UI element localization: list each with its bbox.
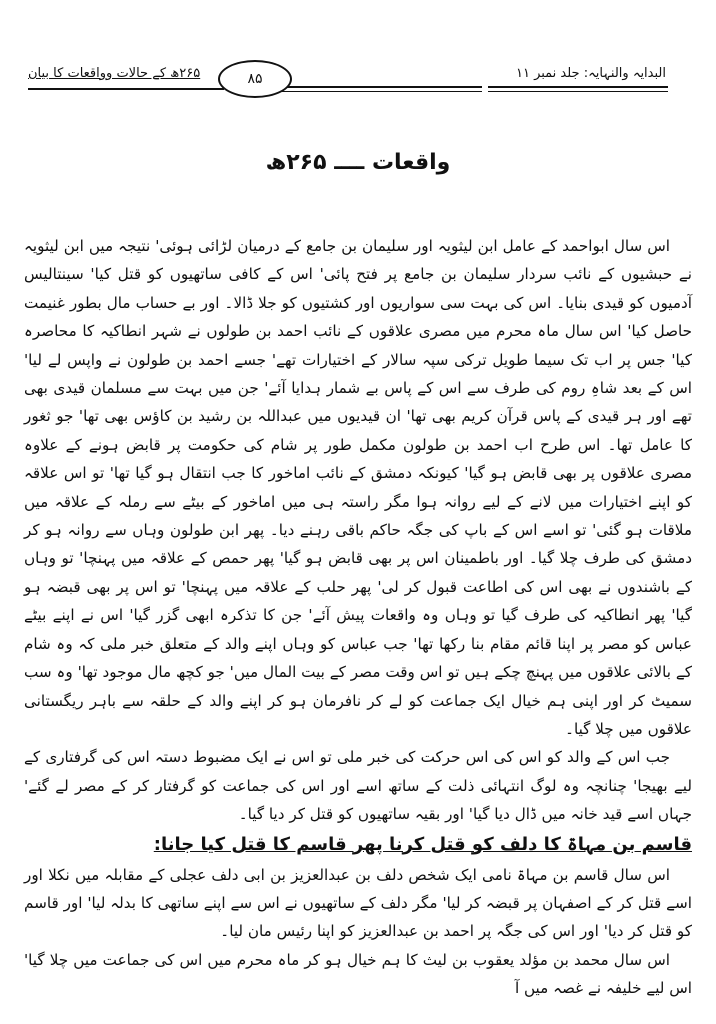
paragraph: اس سال محمد بن مؤلد یعقوب بن لیث کا ہم خیال ہو کر ماہ محرم میں اس کی جماعت میں چلا گیا' اس لیے خلیفہ نے غصہ میں آ bbox=[24, 950, 692, 998]
header-rule-left bbox=[28, 88, 224, 93]
chapter-title: ۲۶۵ھ کے حالات وواقعات کا بیان bbox=[28, 66, 201, 81]
header-rule-right bbox=[488, 86, 668, 92]
running-header bbox=[0, 58, 716, 98]
header-rule-center bbox=[272, 86, 482, 92]
book-title: البدایہ والنہایہ: جلد نمبر ۱۱ bbox=[515, 66, 666, 81]
page-number: ۸۵ bbox=[218, 60, 292, 98]
body-text bbox=[24, 232, 692, 1003]
paragraph: اس سال ابواحمد کے عامل ابن لیثویہ اور سلیمان بن جامع کے درمیان لڑائی ہوئی' نتیجہ میں ابن لیثویہ نے حبشیوں کے نائب سردار سلیمان بن جامع پر فتح پائی' اس کے کافی ساتھیوں کو قتل کیا' سینتالیس آدمیوں کو قیدی بنایا۔ اس کی بہت سی سواریوں اور کشتیوں کو جلا ڈالا۔ اور بے حساب مال بطور غنیمت حاصل کیا' اس سال ماہ محرم میں مصری علاقوں کے نائب احمد بن طولوں نے شہر انطاکیہ کا محاصرہ کیا' جس پر اب تک سیما طویل ترکی سپہ سالار کے اختیارات تھے' جسے احمد بن طولون نے واپس لے لیا' اس کے بعد شاہِ روم کی طرف سے اس کے پاس بے شمار ہدایا آئے' جن میں بہت سے مسلمان قیدی بھی تھے اور ہر قیدی کے پاس قرآن کریم بھی تھا' ان قیدیوں میں عبداللہ بن رشید بن کاؤس بھی تھا' جو ثغور کا عامل تھا۔ اس طرح اب احمد بن طولون مکمل طور پر شام کی حکومت پر قابض ہونے کے علاوہ مصری علاقوں پر بھی قابض ہو گیا' کیونکہ دمشق کے نائب اماخور کا جب انتقال ہو گیا تھا' تو اس علاقہ کو اپنے اختیارات میں لانے کے لیے روانہ ہوا مگر راستہ ہی میں اماخور کے بیٹے سے رملہ کے علاقہ میں ملاقات ہو گئی' تو اسے اس کے باپ کی جگہ حاکم باقی رہنے دیا۔ پھر ابن طولون وہاں سے روانہ ہو کر دمشق کی طرف چلا گیا۔ اور باطمینان اس پر بھی قابض ہو گیا' پھر حمص کے علاقہ میں پہنچا' تو وہاں کے باشندوں نے بھی اس کی اطاعت قبول کر لی' پھر حلب کے علاقہ میں پہنچا' تو اس پر بھی قبضہ ہو گیا' پھر انطاکیہ کی طرف گیا تو وہاں وہ واقعات پیش آئے' جن کا تذکرہ ابھی گزر گیا' اس نے اپنے بیٹے عباس کو مصر پر اپنا قائم مقام بنا رکھا تھا' جب عباس کو وہاں اپنے والد کے متعلق خبر ملی کہ وہ شام کے بالائی علاقوں میں پہنچ چکے ہیں تو اس وقت مصر کے بیت المال میں' جو کچھ مال موجود تھا' وہ سب سمیٹ کر اور اپنی ہم خیال ایک جماعت کو لے کر نافرمان ہو کر اپنے والد کے حلقہ سے باہر ریگستانی علاقوں میں چلا گیا۔ bbox=[24, 237, 692, 738]
section-title: واقعات ــــ ۲۶۵ھ bbox=[265, 150, 451, 175]
subheading: قاسم بن مہاۃ کا دلف کو قتل کرنا پھر قاسم کا قتل کیا جانا: bbox=[153, 833, 692, 855]
paragraph: اس سال قاسم بن مہاۃ نامی ایک شخص دلف بن عبدالعزیز بن ابی دلف عجلی کے مقابلہ میں نکلا اور اسے قتل کر کے اصفہان پر قبضہ کر لیا' مگر دلف کے ساتھیوں نے اس سے اپنے ساتھی کا بدلہ لیا' اور قاسم کو قتل کر دیا' اور اس کی جگہ پر احمد بن عبدالعزیز کو اپنا رئیس مان لیا۔ bbox=[24, 865, 692, 941]
paragraph: جب اس کے والد کو اس کی اس حرکت کی خبر ملی تو اس نے ایک مضبوط دستہ اس کی گرفتاری کے لیے بھیجا' چنانچہ وہ لوگ انتہائی ذلت کے ساتھ اسے اور اس کی جماعت کو گرفتار کر کے مصر لے گئے' جہاں اسے قید خانہ میں ڈال دیا گیا' اور بقیہ ساتھیوں کو قتل کر دیا گیا۔ bbox=[24, 748, 692, 824]
